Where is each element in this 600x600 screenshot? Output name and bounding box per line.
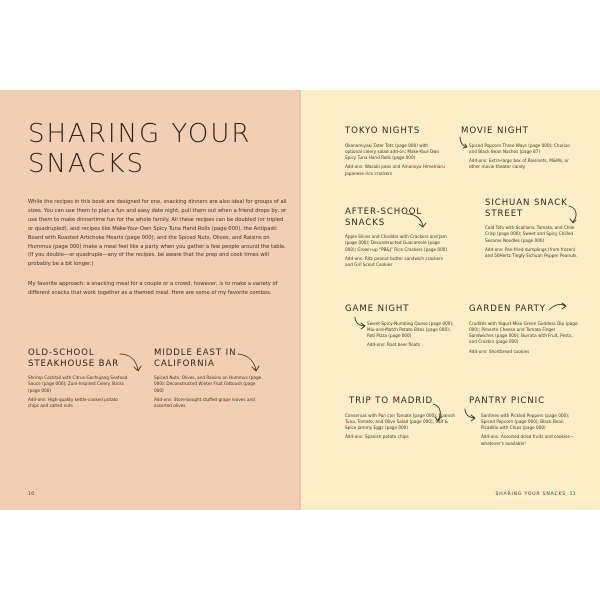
hand-drawn-arrow-icon [456,136,470,150]
combo-title: OLD-SCHOOL STEAKHOUSE BAR [28,348,120,369]
page-number: 10 [28,492,35,497]
combo-tokyo-nights [345,126,445,177]
hand-drawn-arrow-icon [463,408,479,422]
combo-title: AFTER-SCHOOL SNACKS [345,207,423,228]
page-title: SHARING YOUR SNACKS [28,119,252,179]
combo-after-school-snacks [345,207,451,268]
hand-drawn-arrow-icon [565,204,583,226]
combo-description: Okonomiyaki Tater Tots (page 000) with optional celery salad add-on; Make-Your-Own Spicy Tuna Hand Rolls (page 000) [345,142,440,161]
left-page [0,90,301,510]
combo-description: Apple Slices and Cheddar with Crackers and Jam (page 000); Deconstructed Guacamole (page 000); Grown-up "PB&J" Rice Crackers (page 000) [345,234,448,252]
combo-description: Conservas with Pan con Tomate (page 000); Spanish Tuna, Tomato, and Olive Salad (page 000); Salt & Spice Jammy Eggs (page 000) [345,412,456,431]
combo-sichuan-snack-street [467,198,579,259]
hand-drawn-arrow-icon [236,352,266,374]
combo-addons: Add-ons: Spanish potato chips [345,434,409,440]
combo-title: MIDDLE EAST IN CALIFORNIA [154,348,237,369]
combo-description: Cold Tofu with Scallions, Tomato, and Chile Crisp (page 000); Sweet and Spicy Chilled Sesame Noodles (page 000) [485,225,575,243]
combo-title: PANTRY PICNIC [469,396,545,406]
combo-addons: Add-ons: Assorted dried fruits and cookies—whatever's available! [481,434,575,446]
combo-title: SICHUAN SNACK STREET [485,198,568,219]
combo-title: GARDEN PARTY [469,304,546,314]
combo-old-school-steakhouse-bar [28,348,128,409]
combo-description: Spiced Popcorn Three Ways (page 000); Chorizo and Black Bean Nachos (page 87) [469,142,570,154]
combo-description: Shrimp Cocktail with Citrus-Gochujang Seafood Sauce (page 000); Zuni-Inspired Celery Sticks (page 000) [28,375,128,393]
combo-pantry-picnic [463,396,581,447]
right-page [301,90,600,510]
combo-addons: Add-ons: Pan-fried dumplings (from frozen) and 50Hertz Tingly Sichuan Pepper Peanuts [485,246,577,259]
combo-title: GAME NIGHT [345,304,410,314]
book-spread [0,90,600,510]
combo-addons: Add-ons: High-quality kettle-cooked potato chips and salted nuts [28,396,118,409]
hand-drawn-arrow-icon [405,212,431,230]
combo-addons: Add-ons: Store-bought stuffed grape leaves and assorted olives [154,396,255,409]
hand-drawn-arrow-icon [547,300,569,314]
combo-addons: Add-ons: Ritz peanut butter sandwich crackers and Girl Scout Cookies [345,255,443,268]
combo-addons: Add-ons: Root beer floats [367,342,421,348]
hand-drawn-arrow-icon [429,402,449,424]
intro-paragraph: While the recipes in this book are designed for one, snacking dinners are also ideal for groups of all sizes. You can use them to plan a fun and easy date night, pull them out when a friend drops by, or use them to make dinnertime fun for the whole family. All these recipes can be doubled (or tripled or quadrupled), and recipes like Make-Your-Own Spicy Tuna Hand Rolls (page 000), the Antipasti Board with Roasted Artichoke Hearts (page 000), and the Spiced Nuts, Olives, and Raisins on Hummus (page 000) make a meal feel like a party when you gather a few people around the table. (If you double—or quadruple—any of the recipes, be aware that the prep and cook times will probably be a bit longer.) [28,199,287,268]
combo-title: MOVIE NIGHT [461,126,529,136]
running-head: SHARING YOUR SNACKS [495,492,566,497]
combo-description: Sardines with Pickled Peppers (page 000); Spiced Popcorn (page 000); Black Bean Picadillo with Chips (page 000) [481,412,570,431]
combo-movie-night [459,126,577,171]
combos-intro-paragraph: My favorite approach: a snacking meal for a couple or a crowd, however, is to make a variety of different snacks that work together as a themed meal. Here are some of my favorite combos. [28,281,278,296]
combo-description: Crudités with Yogurt-Miso Green Goddess Dip (page 000); Pimento Cheese and Tomato Finger Sandwiches (page 000); Burrata with Fruit, Pesto, and Crostini (page 000) [469,320,578,345]
combo-description: Sweet-Spicy-Numbing Queso (page 000); Mix-and-Match Potato Bites (page 000); Roti Pizza (page 000) [367,320,454,339]
hand-drawn-arrow-icon [353,316,369,330]
page-number: 11 [569,492,576,497]
combo-addons: Add-ons: Shortbread cookies [469,348,530,354]
hand-drawn-arrow-icon [116,352,146,374]
combo-title: TOKYO NIGHTS [345,126,421,136]
combo-addons: Add-ons: Wasabi peas and Amanoya Himemaru Japanese rice crackers [345,164,445,176]
combo-description: Spiced Nuts, Olives, and Raisins on Hummus (page 000); Deconstructed Winter Fruit Fattoush (page 000) [154,375,262,393]
combo-addons: Add-ons: Extra-large box of Raisinets, M&Ms, or other movie theater candy [469,158,569,170]
combo-title: TRIP TO MADRID [349,396,434,406]
